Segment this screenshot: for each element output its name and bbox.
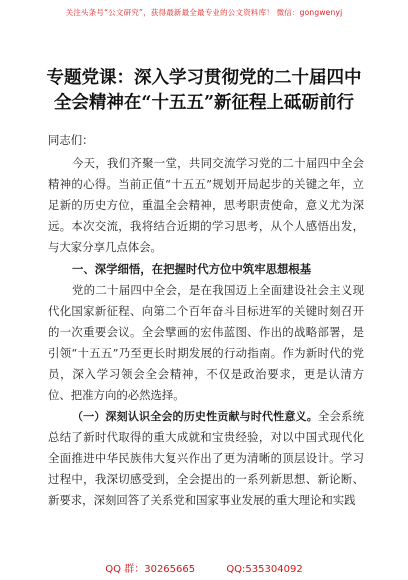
paragraph-subsection-1 (48, 406, 364, 511)
subsection-heading-1: （一）深刻认识全会的历史性贡献与时代性意义。 (71, 410, 318, 423)
title-line-1: 专题党课：深入学习贯彻党的二十届四中 (46, 68, 362, 88)
greeting: 同志们： (48, 133, 94, 147)
document-body (48, 153, 364, 511)
document-title (30, 66, 378, 116)
section-heading-1: 一、深学细悟，在把握时代方位中筑牢思想根基 (71, 262, 312, 276)
paragraph-section-1: 党的二十届四中全会，是在我国迈上全面建设社会主义现代化国家新征程、向第二个百年奋斗目标进军的关键时刻召开的一次重要会议。全会擘画的宏伟蓝图、作出的战略部署，是引领“十五五”乃至更长时期发展的行动指南。作为新时代的党员，深入学习领会全会精神，不仅是政治要求，更是认清方位、把准方向的必然选择。 (48, 283, 364, 402)
footer-contact (0, 560, 408, 575)
footer-qq-group: QQ 群：30265665 (105, 564, 196, 575)
top-banner: 关注头条号“公文研究”，获得最新最全最专业的公文资料库！ 微信：gongwenyj (65, 8, 343, 17)
subsection-text-1: 全会系统总结了新时代取得的重大成就和宝贵经验，对以中国式现代化全面推进中华民族伟大复兴作出了更为清晰的顶层设计。学习过程中，我深切感受到，全会提出的一系列新思想、新论断、新要求，深刻回答了关系党和国家事业发展的重大理论和实践 (48, 409, 364, 507)
paragraph-intro: 今天，我们齐聚一堂，共同交流学习党的二十届四中全会精神的心得。当前正值“十五五”规划开局起步的关键之年，立足新的历史方位，重温全会精神，思考职责使命，意义尤为深远。本次交流，我将结合近期的学习思考，从个人感悟出发，与大家分享几点体会。 (48, 156, 364, 254)
footer-qq-number: QQ:535304092 (226, 564, 303, 575)
title-line-2: 全会精神在“十五五”新征程上砥砺前行 (53, 93, 355, 113)
